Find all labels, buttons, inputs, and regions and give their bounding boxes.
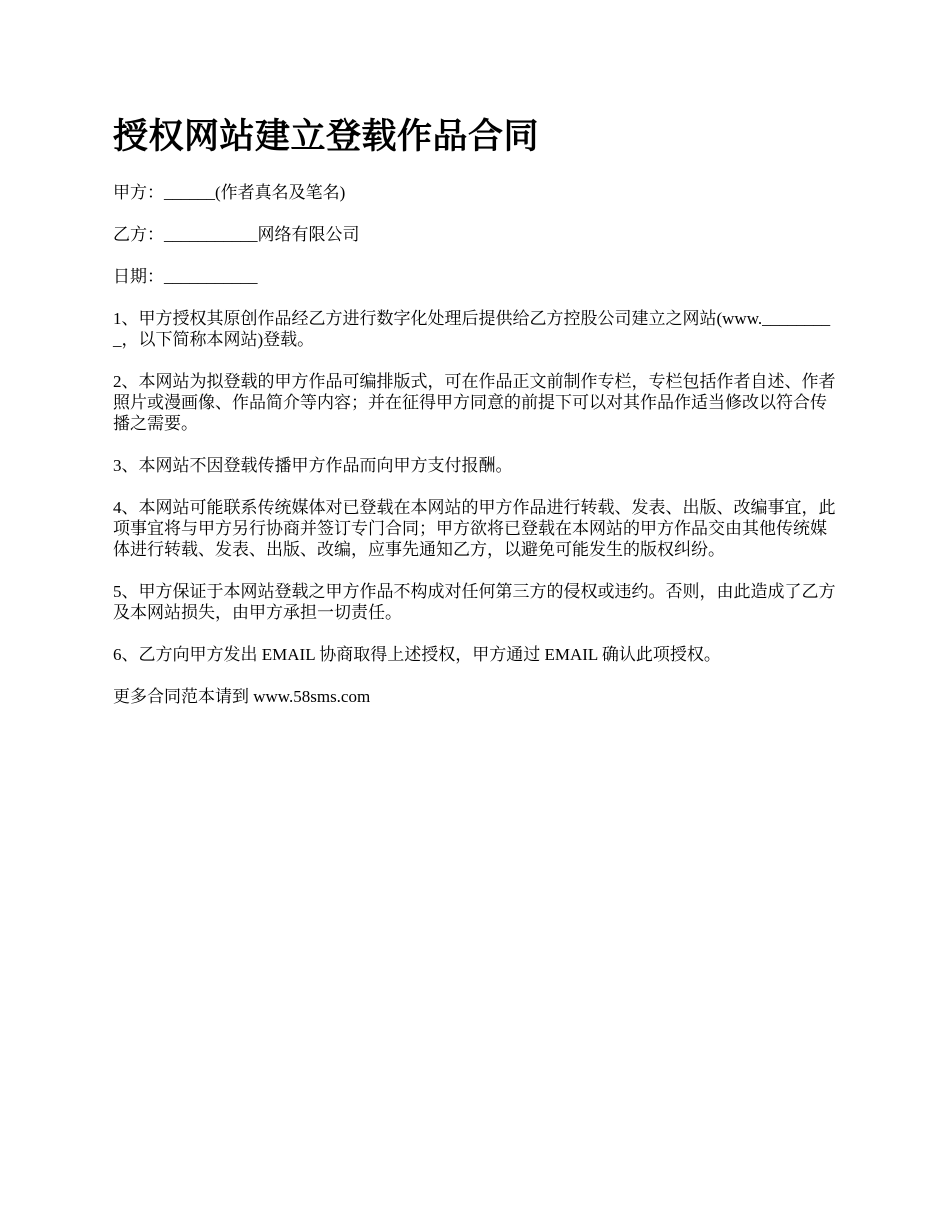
party-b-line: 乙方：___________网络有限公司 — [113, 225, 360, 244]
document-page — [113, 114, 840, 728]
party-a-line: 甲方：______(作者真名及笔名) — [113, 183, 346, 202]
clause-4: 4、本网站可能联系传统媒体对已登载在本网站的甲方作品进行转载、发表、出版、改编事宜，此项事宜将与甲方另行协商并签订专门合同；甲方欲将已登载在本网站的甲方作品交由其他传统媒体进行转载、发表、出版、改编，应事先通知乙方，以避免可能发生的版权纠纷。 — [113, 498, 836, 559]
clause-1: 1、甲方授权其原创作品经乙方进行数字化处理后提供给乙方控股公司建立之网站(www._________，以下简称本网站)登载。 — [113, 309, 831, 349]
date-line: 日期：___________ — [113, 267, 258, 286]
clause-6: 6、乙方向甲方发出 EMAIL 协商取得上述授权，甲方通过 EMAIL 确认此项授权。 — [113, 645, 721, 664]
footer-note: 更多合同范本请到 www.58sms.com — [113, 687, 371, 706]
clause-2: 2、本网站为拟登载的甲方作品可编排版式，可在作品正文前制作专栏，专栏包括作者自述、作者照片或漫画像、作品简介等内容；并在征得甲方同意的前提下可以对其作品作适当修改以符合传播之需要。 — [113, 372, 836, 433]
clause-3: 3、本网站不因登载传播甲方作品而向甲方支付报酬。 — [113, 456, 513, 475]
clause-5: 5、甲方保证于本网站登载之甲方作品不构成对任何第三方的侵权或违约。否则，由此造成了乙方及本网站损失，由甲方承担一切责任。 — [113, 582, 836, 622]
document-title: 授权网站建立登载作品合同 — [113, 117, 540, 156]
